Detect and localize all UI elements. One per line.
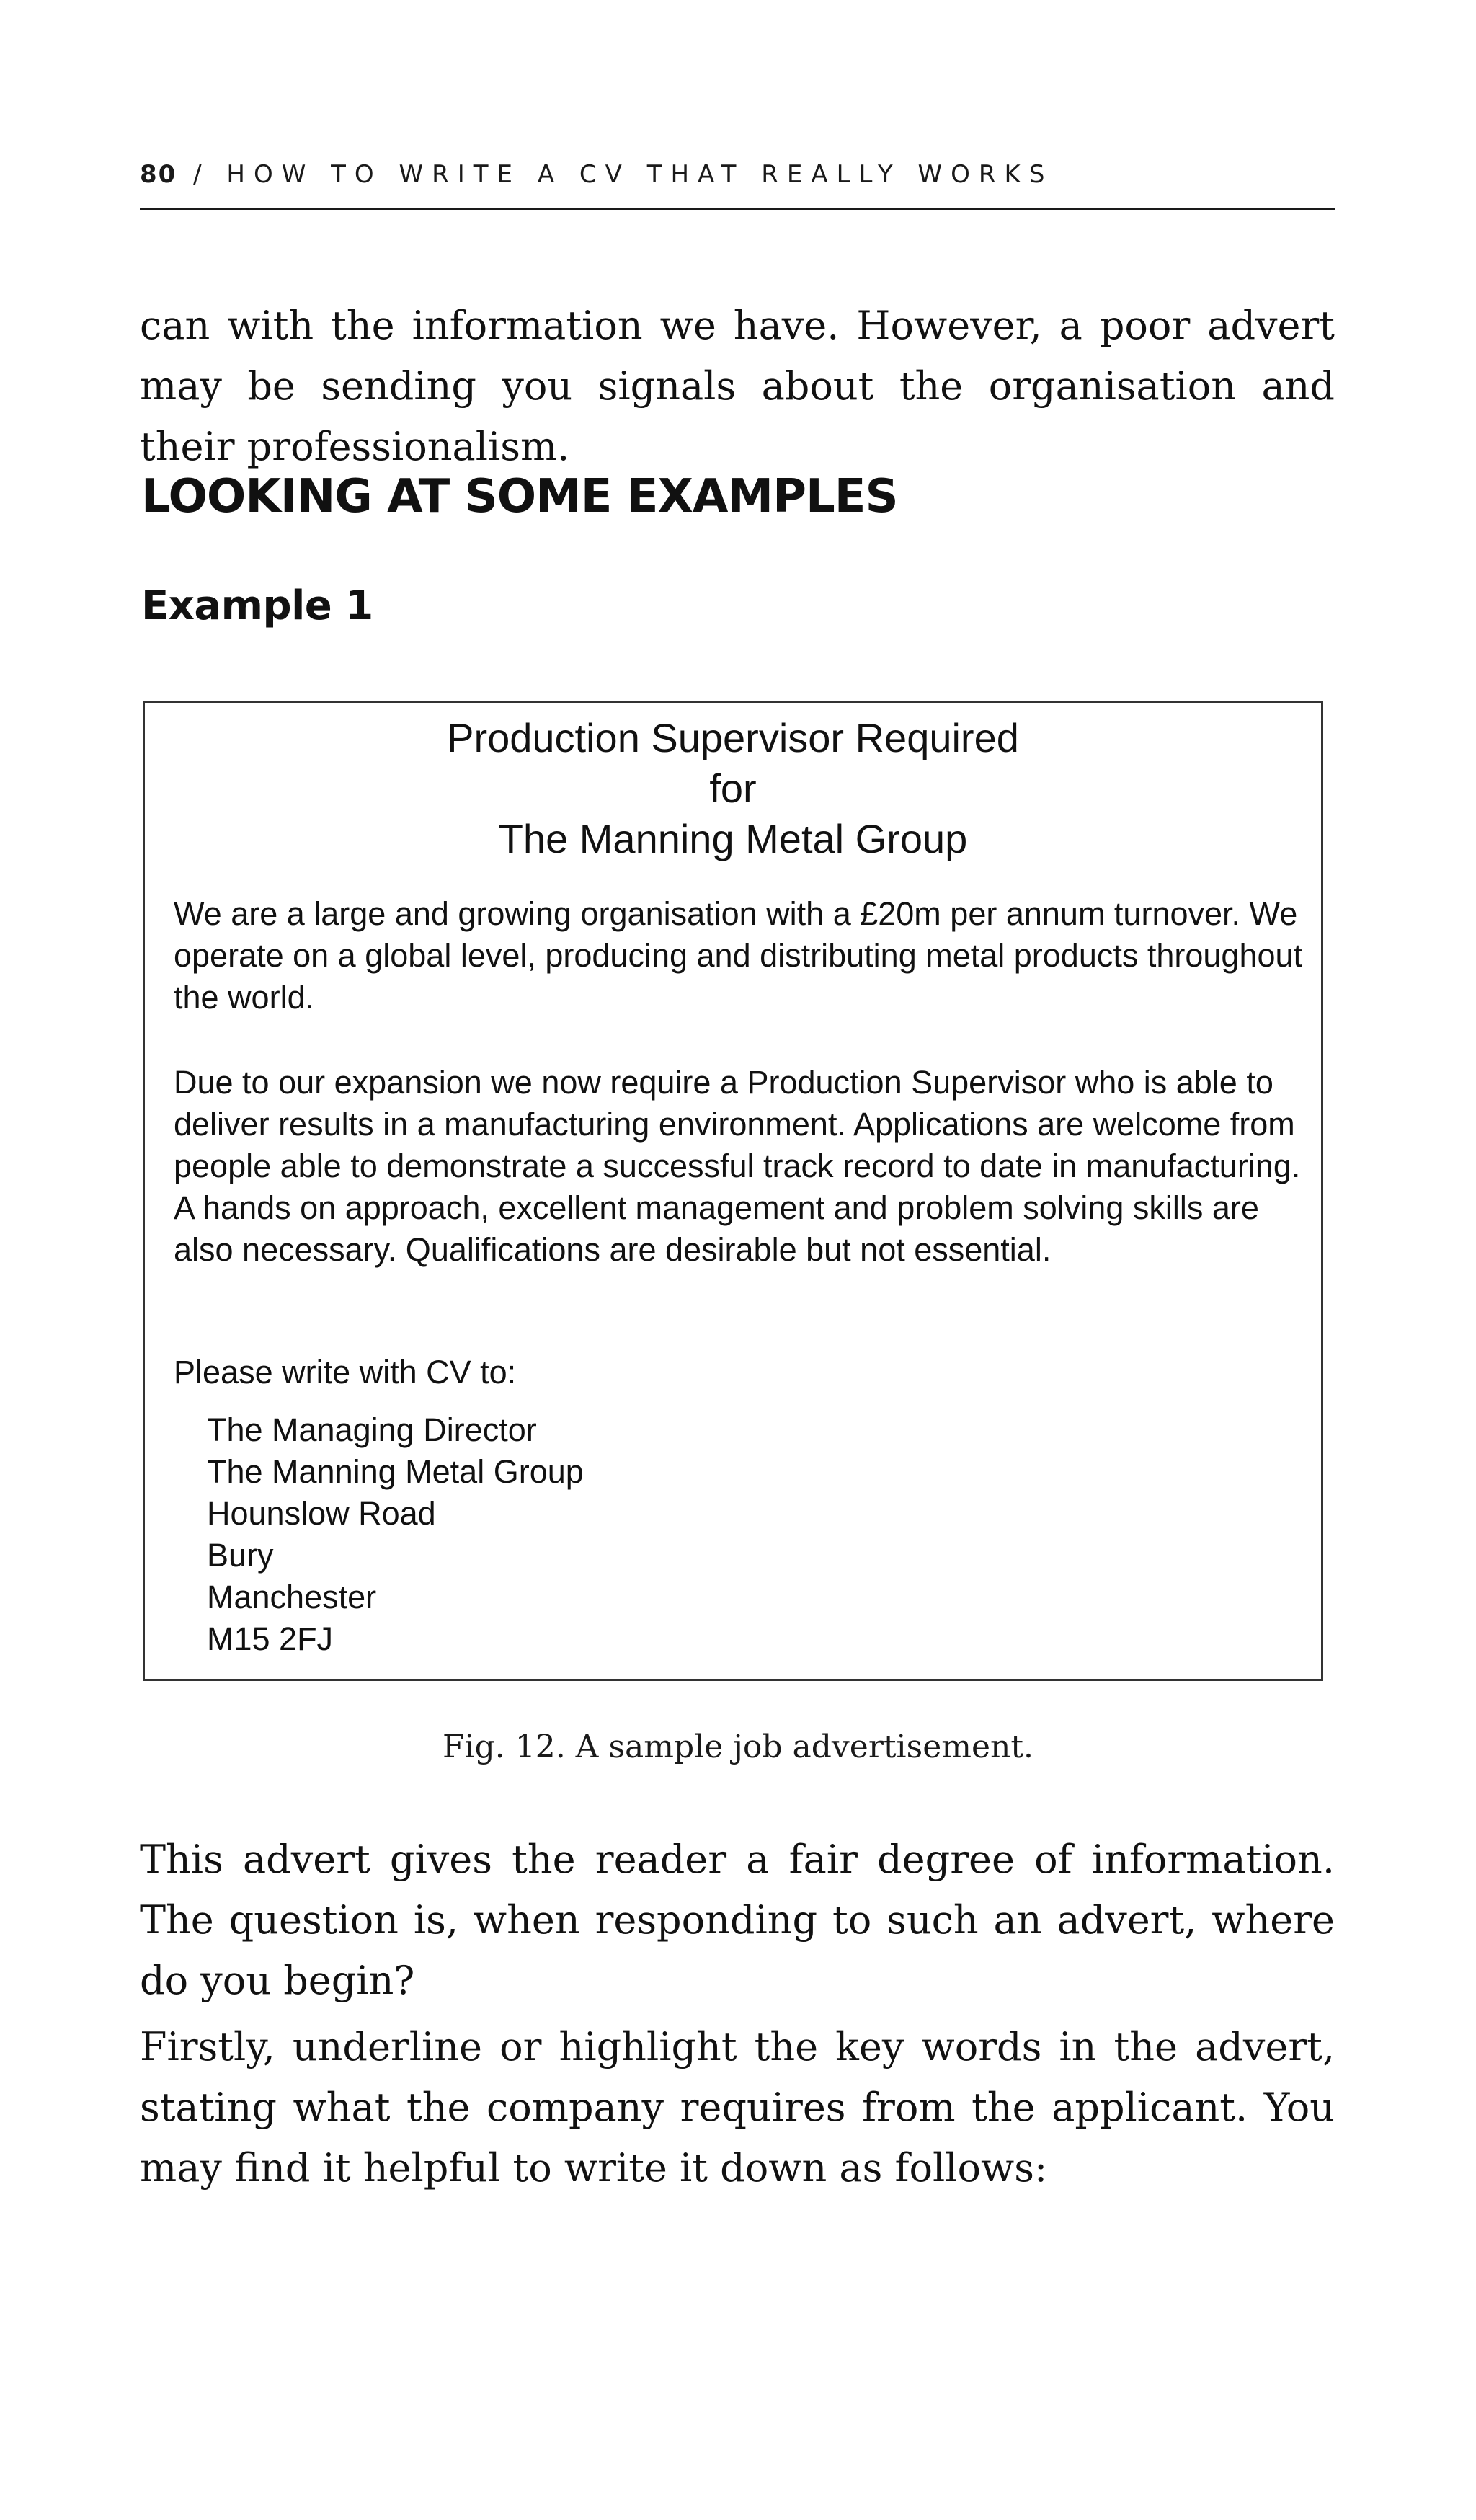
advert-title-line: The Manning Metal Group (498, 816, 968, 861)
subsection-heading: Example 1 (141, 582, 373, 629)
address-line: Manchester (207, 1579, 377, 1615)
address-line: The Managing Director (207, 1411, 537, 1448)
job-advert-box (143, 701, 1323, 1681)
advert-title-line: Production Supervisor Required (447, 715, 1019, 760)
advert-title (145, 713, 1321, 864)
body-paragraph: This advert gives the reader a fair degree of information. The question is, when responding to such an advert, where do you begin? (140, 1837, 1335, 2003)
address-line: The Manning Metal Group (207, 1453, 584, 1490)
address-line: Hounslow Road (207, 1495, 436, 1532)
section-heading: LOOKING AT SOME EXAMPLES (141, 470, 898, 523)
intro-paragraph: can with the information we have. However, a poor advert may be sending you signals about the organisation and their professionalism. (140, 303, 1335, 469)
header-rule (140, 208, 1335, 210)
advert-title-line: for (709, 766, 757, 811)
body-paragraph: Firstly, underline or highlight the key words in the advert, stating what the company requires from the applicant. You may find it helpful to write it down as follows: (140, 2024, 1335, 2191)
running-header (140, 160, 1335, 193)
figure-caption: Fig. 12. A sample job advertisement. (442, 1729, 1033, 1765)
page-number: 80 (140, 160, 177, 189)
address-line: Bury (207, 1537, 274, 1574)
advert-paragraph-company: We are a large and growing organisation with a £20m per annum turnover. We operate on a global level, producing and distributing metal products throughout the world. (174, 895, 1303, 1016)
address-line: M15 2FJ (207, 1620, 334, 1657)
advert-paragraph-role: Due to our expansion we now require a Production Supervisor who is able to deliver results in a manufacturing environment. Applications are welcome from people able to demonstrate a successful track record to date in manufacturing. A hands on approach, excellent management and problem solving skills are also necessary. Qualifications are desirable but not essential. (174, 1064, 1301, 1268)
running-title: / HOW TO WRITE A CV THAT REALLY WORKS (177, 160, 1054, 189)
advert-address (207, 1409, 584, 1660)
advert-paragraph-apply: Please write with CV to: (174, 1354, 517, 1390)
